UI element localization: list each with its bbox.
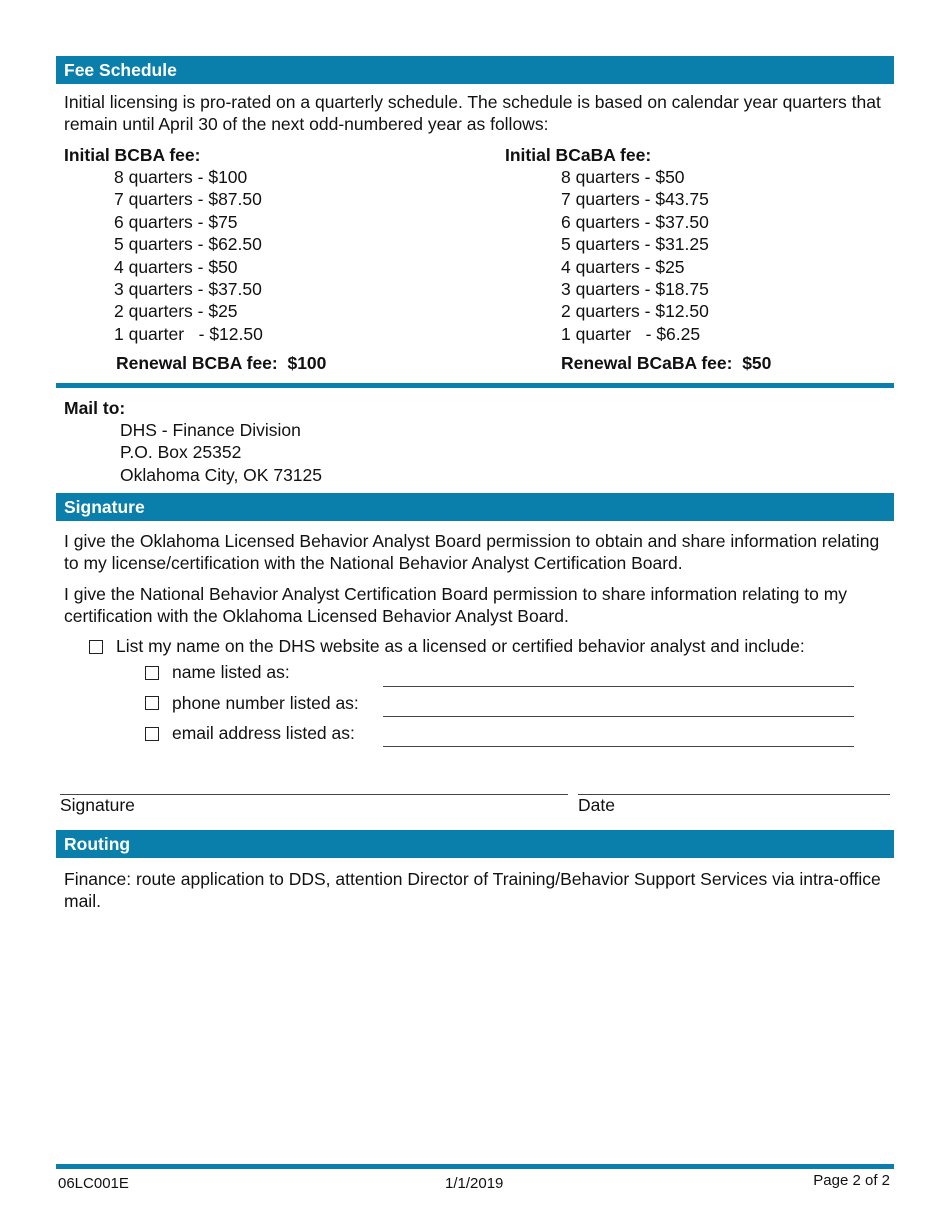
email-listed-label: email address listed as: bbox=[172, 723, 355, 743]
bcaba-fee-item: 6 quarters - $37.50 bbox=[561, 211, 709, 232]
bcaba-fee-title: Initial BCaBA fee: bbox=[505, 145, 652, 165]
date-field[interactable] bbox=[578, 794, 890, 795]
email-listed-field[interactable] bbox=[383, 746, 854, 747]
footer-divider bbox=[56, 1164, 894, 1169]
phone-listed-field[interactable] bbox=[383, 716, 854, 717]
phone-listed-label: phone number listed as: bbox=[172, 693, 359, 713]
bcba-fee-item: 4 quarters - $50 bbox=[114, 256, 238, 277]
fee-schedule-heading: Fee Schedule bbox=[56, 56, 894, 84]
list-on-website-checkbox[interactable] bbox=[89, 640, 103, 654]
bcaba-fee-item: 4 quarters - $25 bbox=[561, 256, 685, 277]
signature-label: Signature bbox=[60, 795, 135, 815]
section-divider bbox=[56, 383, 894, 388]
phone-listed-checkbox[interactable] bbox=[145, 696, 159, 710]
bcaba-fee-item: 7 quarters - $43.75 bbox=[561, 189, 709, 210]
bcaba-fee-item: 5 quarters - $31.25 bbox=[561, 234, 709, 255]
bcba-fee-item: 3 quarters - $37.50 bbox=[114, 279, 262, 300]
list-on-website-label: List my name on the DHS website as a licensed or certified behavior analyst and include: bbox=[116, 636, 805, 656]
bcba-fee-title: Initial BCBA fee: bbox=[64, 145, 201, 165]
bcba-fee-item: 8 quarters - $100 bbox=[114, 167, 248, 187]
fee-schedule-intro: Initial licensing is pro-rated on a quarterly schedule. The schedule is based on calendar year quarters that remain until April 30 of the next odd-numbered year as follows: bbox=[64, 92, 881, 134]
bcba-fee-item: 5 quarters - $62.50 bbox=[114, 234, 262, 255]
bcba-fee-item: 1 quarter - $12.50 bbox=[114, 323, 263, 344]
bcaba-fee-item: 1 quarter - $6.25 bbox=[561, 323, 701, 344]
signature-heading: Signature bbox=[56, 493, 894, 521]
form-date: 1/1/2019 bbox=[445, 1175, 504, 1192]
signature-permission-para-1: I give the Oklahoma Licensed Behavior Analyst Board permission to obtain and share information relating to my license/certification with the National Behavior Analyst Certification Board. bbox=[64, 531, 880, 573]
bcba-fee-item: 7 quarters - $87.50 bbox=[114, 189, 262, 210]
mail-address-line-1: DHS - Finance Division bbox=[120, 420, 301, 440]
signature-permission-para-2: I give the National Behavior Analyst Certification Board permission to share information relating to my certification with the Oklahoma Licensed Behavior Analyst Board. bbox=[64, 584, 848, 626]
bcaba-fee-item: 8 quarters - $50 bbox=[561, 167, 685, 187]
bcba-fee-item: 6 quarters - $75 bbox=[114, 211, 238, 232]
bcba-fee-list bbox=[114, 166, 263, 345]
bcba-fee-item: 2 quarters - $25 bbox=[114, 301, 238, 322]
bcba-renewal-fee: Renewal BCBA fee: $100 bbox=[116, 353, 327, 373]
form-number: 06LC001E bbox=[58, 1175, 129, 1192]
email-listed-checkbox[interactable] bbox=[145, 727, 159, 741]
routing-text: Finance: route application to DDS, attention Director of Training/Behavior Support Services via intra-office mail. bbox=[64, 869, 881, 911]
name-listed-field[interactable] bbox=[383, 686, 854, 687]
mail-address-line-2: P.O. Box 25352 bbox=[120, 442, 242, 462]
routing-heading: Routing bbox=[56, 830, 894, 858]
mail-address-line-3: Oklahoma City, OK 73125 bbox=[120, 465, 322, 485]
signature-field[interactable] bbox=[60, 794, 568, 795]
mail-to-label: Mail to: bbox=[64, 398, 126, 418]
name-listed-checkbox[interactable] bbox=[145, 666, 159, 680]
page-number: Page 2 of 2 bbox=[813, 1172, 890, 1189]
bcaba-fee-list bbox=[561, 166, 709, 345]
bcaba-fee-item: 2 quarters - $12.50 bbox=[561, 301, 709, 322]
bcaba-renewal-fee: Renewal BCaBA fee: $50 bbox=[561, 353, 772, 373]
date-label: Date bbox=[578, 795, 615, 815]
name-listed-label: name listed as: bbox=[172, 662, 290, 682]
bcaba-fee-item: 3 quarters - $18.75 bbox=[561, 279, 709, 300]
